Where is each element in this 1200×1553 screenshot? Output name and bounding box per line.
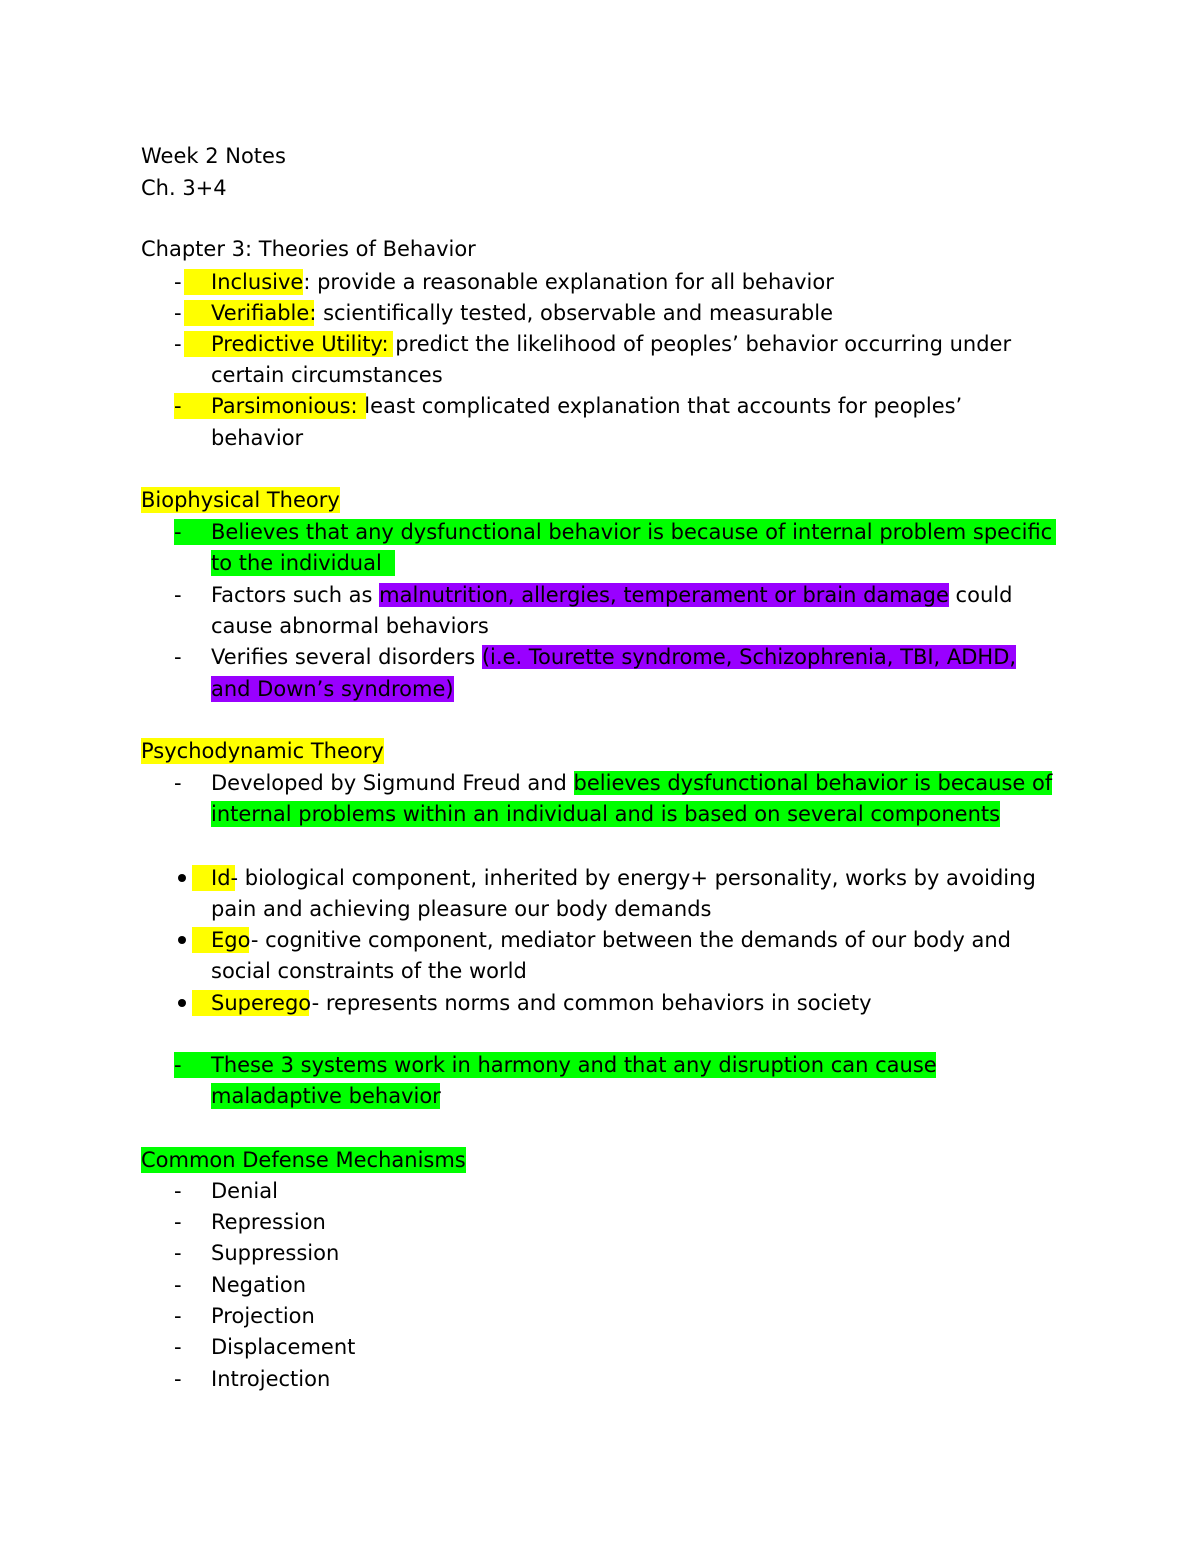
defense-item: Displacement [211,1335,356,1359]
notes-title: Week 2 Notes [141,144,286,168]
list-dash: - [174,645,182,669]
biophysical-factors-continuation: cause abnormal behaviors [211,614,489,638]
component-description: - biological component, inherited by energy+ personality, works by avoiding [230,866,1036,890]
criterion-description: least complicated explanation that accounts for peoples’ [357,394,963,418]
psychodynamic-intro-continuation: internal problems within an individual and is based on several components [211,802,1001,826]
component-description: - cognitive component, mediator between the demands of our body and [250,928,1011,952]
criterion-term: Predictive Utility [211,332,382,356]
criterion-description: : scientifically tested, observable and measurable [309,301,834,325]
chapters-label: Ch. 3+4 [141,176,227,200]
criterion-inclusive [211,269,834,295]
psychodynamic-intro [211,770,1052,796]
intro-text: Developed by Sigmund Freud and [211,771,574,795]
list-dash: - [174,583,182,607]
list-dash: - [174,1241,182,1265]
factors-highlight: malnutrition, allergies, temperament or brain damage [379,583,949,607]
list-dash: - [174,1053,182,1077]
component-term: Id [211,866,231,890]
list-dash: - [174,1304,182,1328]
bullet-dot [178,999,186,1007]
biophysical-heading: Biophysical Theory [141,488,340,512]
list-dash: - [174,301,182,325]
factors-text: Factors such as [211,583,380,607]
disorders-highlight: (i.e. Tourette syndrome, Schizophrenia, TBI, ADHD, [481,645,1017,669]
component-id [211,865,1036,891]
list-dash: - [174,771,182,795]
chapter3-heading: Chapter 3: Theories of Behavior [141,237,476,261]
biophysical-factors [211,582,1012,608]
factors-text-end: could [948,583,1013,607]
list-dash: - [174,1367,182,1391]
component-term: Ego [211,928,251,952]
bullet-dot [178,874,186,882]
harmony-statement-continuation: maladaptive behavior [211,1084,441,1108]
defense-item: Denial [211,1179,278,1203]
defense-item: Negation [211,1273,307,1297]
list-dash: - [174,1179,182,1203]
list-dash: - [174,1335,182,1359]
criterion-term: Parsimonious: [211,394,358,418]
component-continuation: social constraints of the world [211,959,527,983]
component-ego [211,927,1011,953]
intro-highlight: believes dysfunctional behavior is because of [573,771,1053,795]
component-term: Superego [211,991,312,1015]
component-superego [211,990,872,1016]
list-dash: - [174,394,182,418]
criterion-continuation: certain circumstances [211,363,443,387]
disorders-text: Verifies several disorders [211,645,482,669]
list-dash: - [174,520,182,544]
criterion-predictive-utility [211,331,1011,357]
biophysical-belief: Believes that any dysfunctional behavior is because of internal problem specific [211,520,1053,544]
criterion-description: : predict the likelihood of peoples’ behavior occurring under [381,332,1012,356]
list-dash: - [174,270,182,294]
bullet-dot [178,936,186,944]
harmony-statement: These 3 systems work in harmony and that any disruption can cause [211,1053,937,1077]
criterion-term: Inclusive [211,270,304,294]
list-dash: - [174,332,182,356]
biophysical-belief-continuation: to the individual [211,551,382,575]
component-description: - represents norms and common behaviors in society [311,991,872,1015]
defense-item: Repression [211,1210,326,1234]
biophysical-disorders-continuation: and Down’s syndrome) [211,677,454,701]
list-dash: - [174,1273,182,1297]
biophysical-disorders [211,644,1016,670]
psychodynamic-heading: Psychodynamic Theory [141,739,384,763]
defense-item: Suppression [211,1241,340,1265]
criterion-continuation: behavior [211,426,304,450]
criterion-verifiable [211,300,833,326]
component-continuation: pain and achieving pleasure our body demands [211,897,712,921]
list-dash: - [174,1210,182,1234]
defense-heading: Common Defense Mechanisms [141,1148,466,1172]
defense-item: Projection [211,1304,315,1328]
defense-item: Introjection [211,1367,331,1391]
criterion-term: Verifiable [211,301,310,325]
criterion-description: : provide a reasonable explanation for all behavior [303,270,834,294]
criterion-parsimonious [211,393,962,419]
